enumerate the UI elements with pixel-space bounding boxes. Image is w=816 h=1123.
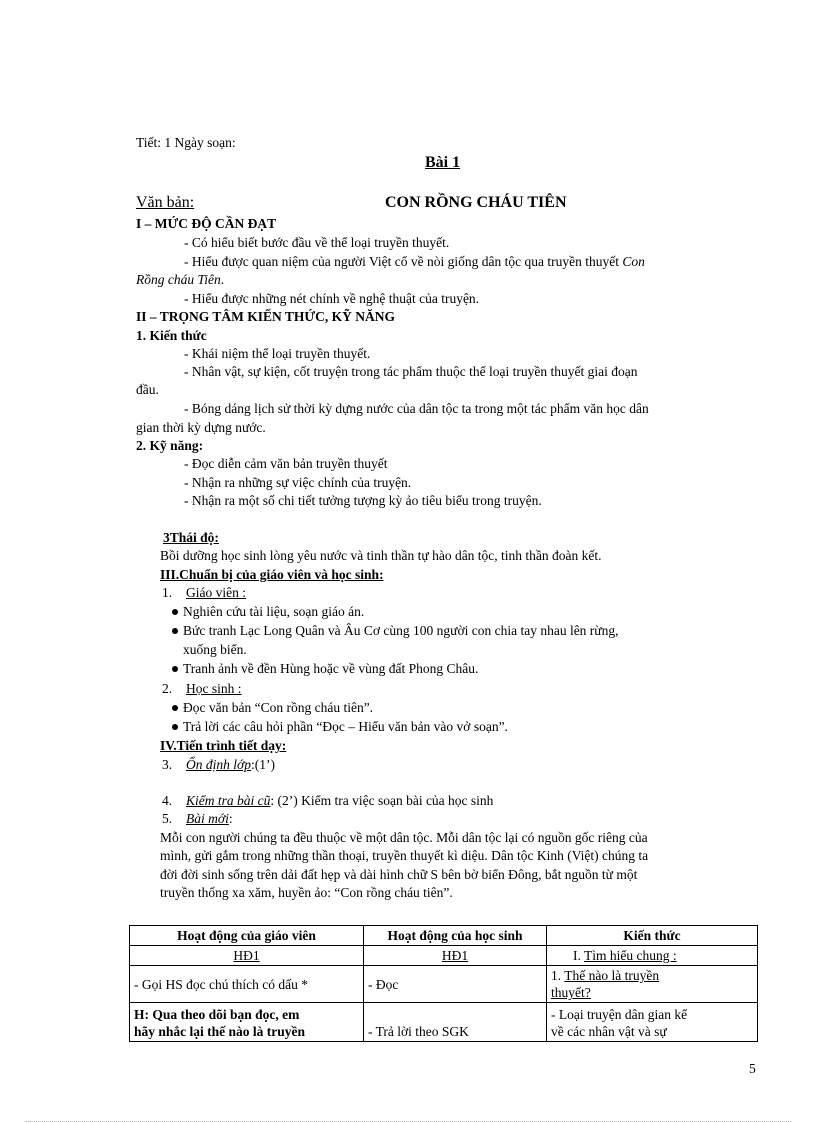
- cell-knowledge-answer: - Loại truyện dân gian kể về các nhân vật và sự: [547, 1003, 758, 1042]
- knowledge-heading: 1. Kiến thức: [136, 328, 207, 343]
- bullet-icon: [172, 609, 178, 615]
- cell-student-answer: - Trả lời theo SGK: [364, 1003, 547, 1042]
- skills-heading: 2. Kỹ năng:: [136, 438, 204, 453]
- table-header-teacher: Hoạt động của giáo viên: [130, 926, 364, 946]
- teacher-item-2a: Bức tranh Lạc Long Quân và Âu Cơ cùng 100 người con chia tay nhau lên rừng,: [172, 622, 619, 639]
- table-row: [130, 1003, 758, 1042]
- knowledge-item-3b: gian thời kỳ dựng nước.: [136, 420, 266, 435]
- table-header-row: [130, 926, 758, 946]
- item4-num: 4.: [162, 793, 173, 808]
- bullet-icon: [172, 705, 178, 711]
- student-label: Học sinh :: [186, 681, 242, 696]
- bullet-icon: [172, 628, 178, 634]
- intro-line-1: Mỗi con người chúng ta đều thuộc về một dân tộc. Mỗi dân tộc lại có nguồn gốc riêng của: [160, 830, 648, 845]
- cell-teacher-hd1: HĐ1: [130, 946, 364, 966]
- section1-line2a: - Hiểu được quan niệm của người Việt cổ về nòi giống dân tộc qua truyền thuyết Con: [184, 254, 645, 269]
- section1-heading: I – MỨC ĐỘ CẦN ĐẠT: [136, 216, 277, 231]
- intro-line-4: truyền thống xa xăm, huyền ảo: “Con rồng cháu tiên”.: [160, 885, 453, 900]
- table-row: [130, 946, 758, 966]
- cell-knowledge-question: 1. Thế nào là truyền thuyết?: [547, 966, 758, 1003]
- bullet-icon: [172, 666, 178, 672]
- page-number: 5: [749, 1061, 756, 1076]
- student-item-2: Trả lời các câu hỏi phần “Đọc – Hiểu văn bản vào vở soạn”.: [172, 718, 508, 735]
- teacher-num: 1.: [162, 585, 173, 600]
- knowledge-item-3a: - Bóng dáng lịch sử thời kỳ dựng nước của dân tộc ta trong một tác phẩm văn học dân: [184, 401, 649, 416]
- item5-num: 5.: [162, 811, 173, 826]
- item4: Kiểm tra bài cũ: (2’) Kiểm tra việc soạn bài của học sinh: [186, 793, 494, 808]
- knowledge-item-2b: đầu.: [136, 382, 159, 397]
- bullet-icon: [172, 724, 178, 730]
- teacher-item-2b: xuống biển.: [183, 642, 247, 657]
- page-bottom-divider: [25, 1121, 791, 1122]
- skill-item-1: - Đọc diễn cảm văn bản truyền thuyết: [184, 456, 388, 471]
- table-row: [130, 966, 758, 1003]
- item3-num: 3.: [162, 757, 173, 772]
- item3: Ổn định lớp:(1’): [186, 757, 275, 772]
- section1-line2b: Con: [622, 254, 645, 269]
- student-item-1: Đọc văn bản “Con rồng cháu tiên”.: [172, 699, 373, 716]
- section1-line1: - Có hiểu biết bước đầu về thể loại truyền thuyết.: [184, 235, 450, 250]
- attitude-heading: 3Thái độ:: [163, 530, 219, 545]
- intro-line-2: mình, gửi gắm trong những thần thoại, truyền thuyết kì diệu. Dân tộc Kinh (Việt) chúng ta: [160, 848, 649, 863]
- table-header-knowledge: Kiến thức: [547, 926, 758, 946]
- text-label: Văn bản:: [136, 194, 195, 211]
- knowledge-item-1: - Khái niệm thể loại truyền thuyết.: [184, 346, 371, 361]
- teacher-label: Giáo viên :: [186, 585, 246, 600]
- teacher-item-3: Tranh ảnh về đền Hùng hoặc về vùng đất Phong Châu.: [172, 660, 478, 677]
- item5: Bài mới:: [186, 811, 233, 826]
- cell-knowledge-heading: I. Tìm hiểu chung :: [547, 946, 758, 966]
- skill-item-3: - Nhận ra một số chi tiết tưởng tượng kỳ ảo tiêu biểu trong truyện.: [184, 493, 542, 508]
- cell-teacher-question: H: Qua theo dõi bạn đọc, em hãy nhắc lại thế nào là truyền: [130, 1003, 364, 1042]
- cell-student-hd1: HĐ1: [364, 946, 547, 966]
- section1-line2c: Rồng cháu Tiên.: [136, 272, 225, 287]
- student-num: 2.: [162, 681, 173, 696]
- intro-line-3: đời đời sinh sống trên dải đất hẹp và dài hình chữ S bên bờ biển Đông, bắt nguồn từ một: [160, 867, 638, 882]
- knowledge-item-2a: - Nhân vật, sự kiện, cốt truyện trong tác phẩm thuộc thể loại truyền thuyết giai đoạn: [184, 364, 638, 379]
- text-title: CON RỒNG CHÁU TIÊN: [385, 194, 567, 211]
- table-header-student: Hoạt động của học sinh: [364, 926, 547, 946]
- section4-heading: IV.Tiến trình tiết dạy:: [160, 738, 287, 753]
- cell-teacher-read: - Gọi HS đọc chú thích có dấu *: [130, 966, 364, 1003]
- header-line: Tiết: 1 Ngày soạn:: [136, 135, 236, 150]
- section2-heading: II – TRỌNG TÂM KIẾN THỨC, KỸ NĂNG: [136, 309, 396, 324]
- cell-student-read: - Đọc: [364, 966, 547, 1003]
- skill-item-2: - Nhận ra những sự việc chính của truyện.: [184, 475, 412, 490]
- attitude-text: Bồi dưỡng học sinh lòng yêu nước và tinh thần tự hào dân tộc, tinh thần đoàn kết.: [160, 548, 602, 563]
- section3-heading: III.Chuẩn bị của giáo viên và học sinh:: [160, 567, 384, 582]
- lesson-title: Bài 1: [425, 154, 461, 171]
- teacher-item-1: Nghiên cứu tài liệu, soạn giáo án.: [172, 603, 364, 620]
- section1-line3: - Hiểu được những nét chính về nghệ thuật của truyện.: [184, 291, 480, 306]
- activities-table: [129, 925, 758, 1042]
